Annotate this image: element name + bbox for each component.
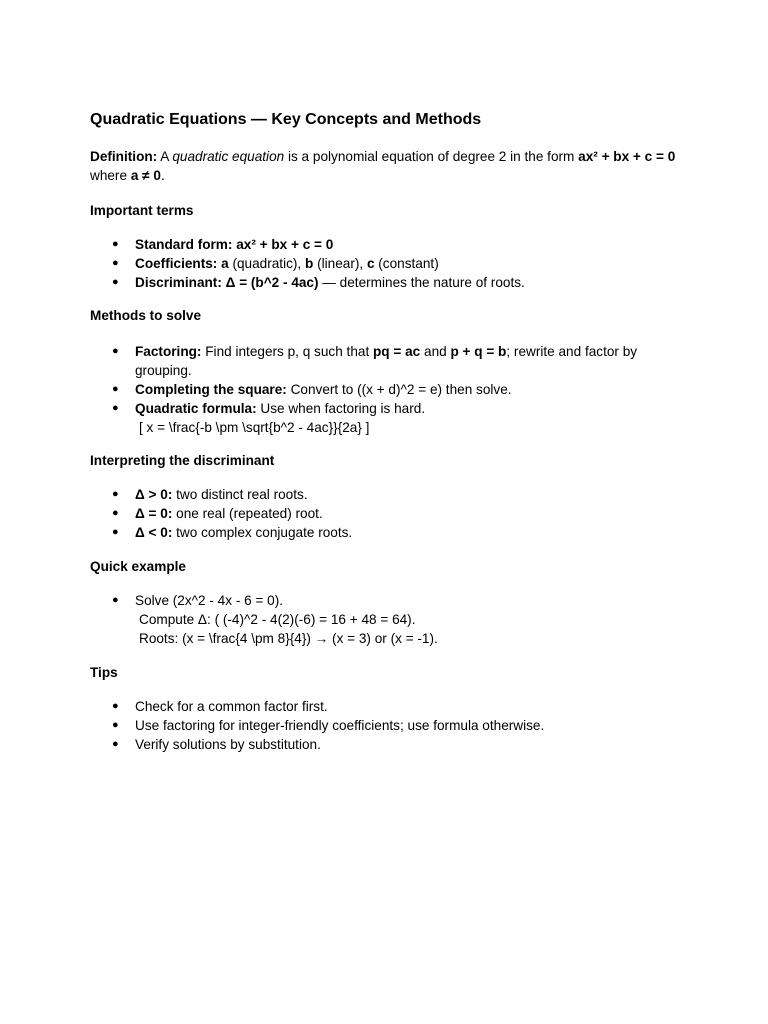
coefficient-desc: (constant): [374, 256, 439, 271]
bullet-icon: ●: [112, 257, 119, 269]
methods-list: [90, 342, 660, 437]
factoring-pq: pq = ac: [373, 344, 421, 359]
factoring-text: Find integers p, q such that: [201, 344, 373, 359]
list-item: [90, 735, 660, 754]
coefficient-c: c: [366, 256, 375, 271]
example-list: [90, 591, 660, 648]
list-item: [90, 716, 660, 735]
tip-text: Use factoring for integer-friendly coefficients; use formula otherwise.: [135, 718, 545, 733]
standard-form-label: Standard form: ax² + bx + c = 0: [135, 237, 334, 252]
discriminant-label: Discriminant: Δ = (b^2 - 4ac): [135, 275, 319, 290]
list-item: [90, 697, 660, 716]
example-line: Compute Δ: ( (-4)^2 - 4(2)(-6) = 16 + 48 = 64).: [139, 612, 416, 627]
factoring-label: Factoring:: [135, 344, 202, 359]
factoring-text: ; rewrite and factor by grouping.: [135, 344, 638, 378]
discriminant-case-text: two complex conjugate roots.: [172, 525, 353, 540]
example-line: Roots: (x = \frac{4 \pm 8}{4}) → (x = 3) or (x = -1).: [139, 631, 438, 646]
coefficient-desc: (quadratic),: [228, 256, 305, 271]
discriminant-list: [90, 485, 660, 542]
example-line: Solve (2x^2 - 4x - 6 = 0).: [135, 593, 284, 608]
discriminant-case-text: two distinct real roots.: [172, 487, 308, 502]
tip-text: Check for a common factor first.: [135, 699, 328, 714]
list-item: [90, 273, 660, 292]
discriminant-case-label: Δ < 0:: [135, 525, 173, 540]
coefficients-label: Coefficients:: [135, 256, 218, 271]
definition-text: A: [157, 149, 173, 164]
discriminant-case-label: Δ = 0:: [135, 506, 173, 521]
list-item: [90, 254, 660, 273]
bullet-icon: ●: [112, 526, 119, 538]
definition-text: .: [160, 168, 165, 183]
definition-form: ax² + bx + c = 0: [578, 149, 676, 164]
methods-heading: Methods to solve: [90, 308, 202, 323]
bullet-icon: ●: [112, 238, 119, 250]
factoring-sum: p + q = b: [450, 344, 507, 359]
list-item: [90, 504, 660, 523]
definition-text: is a polynomial equation of degree 2 in the form: [284, 149, 579, 164]
list-item: [90, 235, 660, 254]
list-item: [90, 591, 660, 648]
coefficient-desc: (linear),: [313, 256, 367, 271]
bullet-icon: ●: [112, 488, 119, 500]
formula-label: Quadratic formula:: [135, 401, 257, 416]
definition-term: quadratic equation: [172, 149, 285, 164]
definition-label: Definition:: [90, 149, 158, 164]
definition-text: where: [90, 168, 131, 183]
bullet-icon: ●: [112, 276, 119, 288]
bullet-icon: ●: [112, 345, 119, 357]
discriminant-text: — determines the nature of roots.: [318, 275, 525, 290]
formula-text: Use when factoring is hard.: [256, 401, 426, 416]
bullet-icon: ●: [112, 507, 119, 519]
discriminant-case-text: one real (repeated) root.: [172, 506, 323, 521]
completing-label: Completing the square:: [135, 382, 287, 397]
factoring-text: and: [420, 344, 451, 359]
formula-expression: [ x = \frac{-b \pm \sqrt{b^2 - 4ac}}{2a} ]: [139, 420, 370, 435]
coefficient-a: a: [221, 256, 229, 271]
discriminant-heading: Interpreting the discriminant: [90, 453, 275, 468]
important-terms-list: [90, 235, 660, 292]
coefficient-b: b: [304, 256, 314, 271]
bullet-icon: ●: [112, 738, 119, 750]
tip-text: Verify solutions by substitution.: [135, 737, 321, 752]
bullet-icon: ●: [112, 700, 119, 712]
list-item: [90, 485, 660, 504]
tips-heading: Tips: [90, 665, 118, 680]
completing-text: Convert to ((x + d)^2 = e) then solve.: [286, 382, 512, 397]
important-terms-heading: Important terms: [90, 203, 194, 218]
definition-paragraph: [90, 147, 690, 185]
list-item: [90, 380, 660, 399]
bullet-icon: ●: [112, 402, 119, 414]
definition-condition: a ≠ 0: [130, 168, 161, 183]
document-title: Quadratic Equations — Key Concepts and Methods: [90, 111, 482, 128]
bullet-icon: ●: [112, 383, 119, 395]
bullet-icon: ●: [112, 719, 119, 731]
example-heading: Quick example: [90, 559, 186, 574]
list-item: [90, 399, 660, 437]
discriminant-case-label: Δ > 0:: [135, 487, 173, 502]
tips-list: [90, 697, 660, 754]
list-item: [90, 523, 660, 542]
bullet-icon: ●: [112, 594, 119, 606]
list-item: [90, 342, 660, 380]
